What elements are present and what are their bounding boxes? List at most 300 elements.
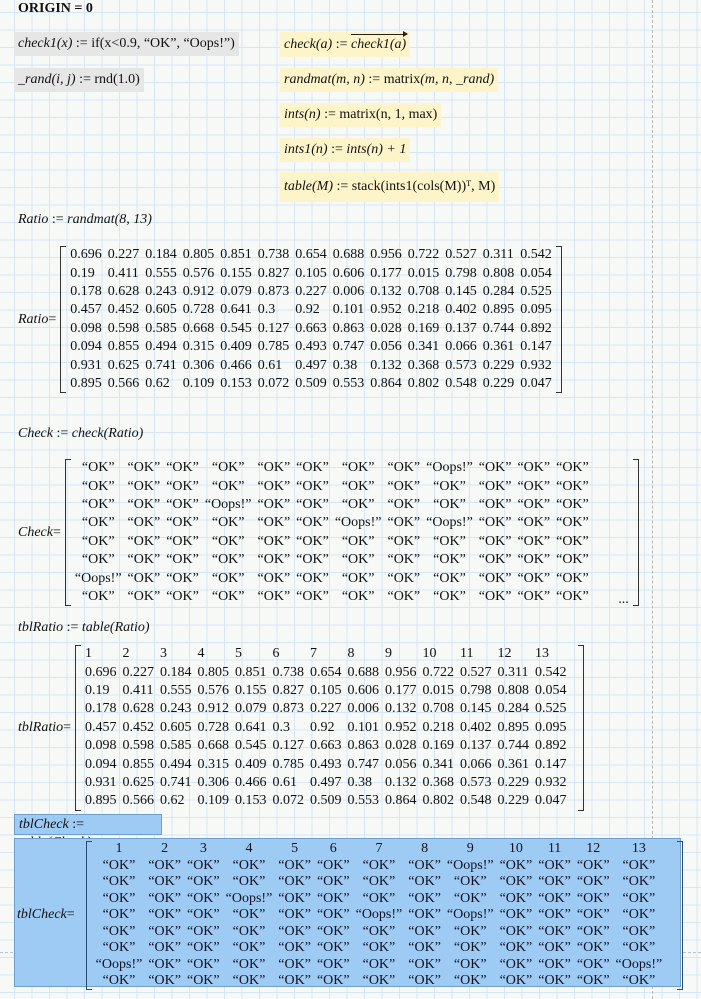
matrix-cell: 0.509 bbox=[310, 793, 342, 809]
matrix-cell: 0.079 bbox=[220, 283, 252, 299]
matrix-cell: 0.952 bbox=[385, 719, 417, 735]
check-matrix bbox=[65, 459, 639, 606]
matrix-cell: “OK” bbox=[296, 515, 329, 531]
tblratio-definition[interactable] bbox=[18, 618, 150, 638]
ratio-definition[interactable] bbox=[18, 210, 152, 230]
matrix-cell: 0.094 bbox=[85, 756, 117, 772]
matrix-cell: 0.015 bbox=[407, 265, 440, 281]
matrix-cell: 0.808 bbox=[497, 682, 530, 698]
matrix-row bbox=[67, 338, 555, 356]
matrix-row bbox=[72, 496, 592, 514]
matrix-cell: 0.184 bbox=[160, 664, 192, 680]
matrix-cell: 0.409 bbox=[235, 756, 267, 772]
matrix-cell: “OK” bbox=[622, 874, 656, 890]
matrix-cell: “OK” bbox=[408, 973, 441, 989]
matrix-cell: 0.145 bbox=[460, 701, 492, 717]
header-row bbox=[93, 841, 666, 858]
matrix-cell: “Oops!” bbox=[204, 496, 252, 512]
matrix-cell: “OK” bbox=[499, 907, 533, 923]
matrix-cell: 0.628 bbox=[107, 283, 140, 299]
matrix-cell: 0.132 bbox=[385, 701, 417, 717]
ratio-eval-name: Ratio bbox=[18, 311, 49, 327]
check-assignment[interactable] bbox=[18, 424, 143, 444]
check1-definition[interactable] bbox=[14, 32, 239, 56]
matrix-cell: 0.38 bbox=[347, 774, 373, 790]
matrix-cell: “OK” bbox=[211, 552, 245, 568]
matrix-cell: “Oops!” bbox=[95, 956, 143, 972]
matrix-cell: “OK” bbox=[478, 588, 512, 604]
matrix-cell: 0.785 bbox=[257, 339, 290, 355]
matrix-cell: “OK” bbox=[81, 588, 115, 604]
matrix-cell: “OK” bbox=[211, 533, 245, 549]
ints-definition[interactable] bbox=[280, 103, 441, 127]
check-definition[interactable] bbox=[280, 32, 410, 57]
matrix-cell: 0.744 bbox=[497, 738, 530, 754]
matrix-cell: “OK” bbox=[408, 857, 441, 873]
matrix-cell: 0.127 bbox=[257, 320, 290, 336]
matrix-cell: “OK” bbox=[257, 496, 291, 512]
matrix-cell: “OK” bbox=[127, 588, 161, 604]
matrix-cell: 0.555 bbox=[160, 682, 192, 698]
matrix-row bbox=[72, 514, 592, 532]
matrix-cell: “OK” bbox=[148, 956, 181, 972]
matrix-cell: “OK” bbox=[556, 478, 589, 494]
matrix-cell: 0.895 bbox=[85, 793, 117, 809]
matrix-cell: 0.555 bbox=[145, 265, 177, 281]
check1-name: check1 bbox=[18, 36, 57, 51]
column-index: 1 bbox=[115, 841, 123, 857]
matrix-cell: 0.855 bbox=[122, 756, 155, 772]
matrix-cell: 0.696 bbox=[70, 247, 102, 263]
check1-body: if(x<0.9, “OK”, “Oops!”) bbox=[91, 36, 235, 51]
matrix-cell: “OK” bbox=[102, 890, 136, 906]
column-index: 8 bbox=[347, 646, 355, 662]
matrix-cell: 0.006 bbox=[332, 283, 365, 299]
matrix-cell: 0.457 bbox=[85, 719, 117, 735]
column-index: 6 bbox=[272, 646, 280, 662]
matrix-cell: “OK” bbox=[622, 907, 656, 923]
matrix-cell: “OK” bbox=[278, 956, 311, 972]
table-args: (M) bbox=[312, 179, 333, 194]
matrix-cell: “OK” bbox=[538, 973, 571, 989]
column-index: 11 bbox=[460, 646, 474, 662]
matrix-cell: 0.525 bbox=[520, 283, 552, 299]
matrix-cell: “OK” bbox=[127, 570, 161, 586]
matrix-cell: 0.184 bbox=[145, 247, 177, 263]
matrix-cell: “OK” bbox=[316, 923, 350, 939]
matrix-row bbox=[82, 719, 570, 737]
matrix-cell: 0.747 bbox=[332, 339, 365, 355]
matrix-cell: “OK” bbox=[166, 515, 199, 531]
origin-name: ORIGIN bbox=[18, 1, 71, 16]
matrix-cell: “OK” bbox=[257, 552, 291, 568]
define-op: := bbox=[66, 620, 79, 635]
matrix-cell: “OK” bbox=[576, 923, 610, 939]
matrix-cell: 0.61 bbox=[257, 357, 283, 373]
matrix-cell: 0.227 bbox=[107, 247, 140, 263]
matrix-cell: 0.127 bbox=[272, 738, 305, 754]
table-fn: stack bbox=[351, 179, 381, 194]
matrix-cell: 0.576 bbox=[197, 682, 230, 698]
matrix-cell: 0.178 bbox=[85, 701, 117, 717]
matrix-cell: “OK” bbox=[296, 460, 329, 476]
header-row bbox=[82, 645, 570, 663]
matrix-cell: 0.147 bbox=[535, 756, 567, 772]
matrix-cell: “OK” bbox=[316, 890, 350, 906]
matrix-cell: “OK” bbox=[232, 907, 266, 923]
matrix-cell: 0.056 bbox=[370, 339, 402, 355]
matrix-cell: 0.912 bbox=[197, 701, 230, 717]
matrix-cell: “OK” bbox=[148, 907, 181, 923]
matrix-cell: “OK” bbox=[278, 923, 311, 939]
origin-region[interactable] bbox=[18, 0, 93, 19]
matrix-cell: “OK” bbox=[556, 515, 589, 531]
origin-value: 0 bbox=[85, 1, 93, 16]
matrix-cell: “OK” bbox=[102, 857, 136, 873]
matrix-cell: 0.101 bbox=[332, 302, 365, 318]
tblcheck-definition[interactable] bbox=[14, 814, 162, 835]
matrix-row bbox=[93, 924, 666, 941]
matrix-cell: “OK” bbox=[186, 857, 220, 873]
check-name: check bbox=[284, 37, 316, 52]
matrix-row bbox=[82, 737, 570, 755]
matrix-cell: 0.218 bbox=[407, 302, 440, 318]
rand-name: _rand bbox=[18, 72, 52, 87]
matrix-cell: 0.688 bbox=[347, 664, 380, 680]
matrix-cell: “OK” bbox=[186, 923, 220, 939]
matrix-cell: 0.805 bbox=[182, 247, 215, 263]
matrix-cell: 0.738 bbox=[257, 247, 290, 263]
matrix-cell: “OK” bbox=[499, 874, 533, 890]
ints1-name: ints1 bbox=[284, 142, 312, 157]
matrix-cell: 0.92 bbox=[310, 719, 335, 735]
matrix-cell: “OK” bbox=[278, 940, 311, 956]
matrix-cell: 0.688 bbox=[332, 247, 365, 263]
matrix-cell: “OK” bbox=[517, 552, 551, 568]
matrix-cell: “OK” bbox=[538, 956, 571, 972]
tblratio-result[interactable] bbox=[18, 645, 584, 811]
matrix-cell: 0.493 bbox=[310, 756, 342, 772]
matrix-cell: 0.145 bbox=[445, 283, 477, 299]
matrix-cell: “OK” bbox=[556, 460, 589, 476]
matrix-cell: 0.956 bbox=[385, 664, 417, 680]
matrix-cell: “OK” bbox=[341, 496, 375, 512]
randmat-body: (m, n, _rand) bbox=[420, 72, 495, 87]
matrix-cell: 0.072 bbox=[272, 793, 305, 809]
matrix-cell: 0.598 bbox=[122, 738, 155, 754]
matrix-cell: 0.306 bbox=[197, 774, 230, 790]
matrix-cell: “OK” bbox=[576, 907, 610, 923]
matrix-cell: “OK” bbox=[81, 460, 115, 476]
matrix-cell: “OK” bbox=[499, 890, 533, 906]
matrix-cell: “Oops!” bbox=[426, 460, 473, 476]
matrix-cell: 0.931 bbox=[70, 357, 102, 373]
tblcheck-matrix bbox=[86, 841, 684, 990]
matrix-cell: 0.641 bbox=[220, 302, 252, 318]
matrix-cell: “OK” bbox=[278, 890, 311, 906]
matrix-cell: 0.494 bbox=[145, 339, 177, 355]
matrix-cell: 0.19 bbox=[70, 265, 95, 281]
matrix-cell: “OK” bbox=[433, 588, 466, 604]
matrix-cell: 0.62 bbox=[160, 793, 185, 809]
matrix-cell: “OK” bbox=[387, 496, 421, 512]
matrix-row bbox=[93, 973, 666, 990]
matrix-cell: “OK” bbox=[408, 907, 441, 923]
matrix-cell: 0.227 bbox=[310, 701, 342, 717]
matrix-cell: “OK” bbox=[538, 923, 571, 939]
tblratio-body: table(Ratio) bbox=[81, 620, 150, 635]
matrix-cell: “OK” bbox=[538, 874, 571, 890]
matrix-cell: “OK” bbox=[517, 570, 551, 586]
tblratio-eval-name: tblRatio bbox=[18, 719, 64, 735]
tblcheck-table bbox=[93, 841, 666, 990]
column-index: 10 bbox=[422, 646, 437, 662]
ints1-definition[interactable] bbox=[280, 138, 410, 162]
ratio-matrix bbox=[60, 246, 562, 393]
matrix-cell: 0.306 bbox=[182, 357, 215, 373]
matrix-cell: 0.548 bbox=[460, 793, 492, 809]
matrix-cell: 0.218 bbox=[422, 719, 455, 735]
matrix-cell: “OK” bbox=[556, 496, 589, 512]
truncation-ellipsis[interactable]: ... bbox=[618, 592, 629, 608]
matrix-cell: “OK” bbox=[556, 533, 589, 549]
matrix-cell: 0.098 bbox=[85, 738, 117, 754]
matrix-cell: 0.805 bbox=[197, 664, 230, 680]
matrix-cell: “OK” bbox=[453, 874, 487, 890]
matrix-cell: 0.177 bbox=[385, 682, 417, 698]
define-op: := bbox=[79, 72, 91, 87]
matrix-cell: 0.863 bbox=[347, 738, 380, 754]
tblcheck-result[interactable] bbox=[17, 841, 683, 990]
column-index: 6 bbox=[329, 841, 337, 857]
eval-op: = bbox=[52, 524, 61, 540]
define-op: := bbox=[51, 212, 64, 227]
matrix-cell: 0.708 bbox=[422, 701, 455, 717]
matrix-cell: 0.066 bbox=[460, 756, 492, 772]
matrix-cell: “OK” bbox=[387, 460, 421, 476]
randmat-definition[interactable] bbox=[280, 68, 498, 92]
matrix-cell: 0.054 bbox=[535, 682, 567, 698]
matrix-cell: 0.315 bbox=[182, 339, 215, 355]
matrix-cell: “OK” bbox=[453, 973, 487, 989]
matrix-cell: 0.466 bbox=[235, 774, 267, 790]
matrix-cell: 0.654 bbox=[295, 247, 327, 263]
matrix-cell: 0.92 bbox=[295, 302, 320, 318]
matrix-cell: “OK” bbox=[478, 496, 512, 512]
matrix-cell: “OK” bbox=[478, 515, 512, 531]
matrix-cell: “OK” bbox=[166, 533, 199, 549]
matrix-cell: 0.066 bbox=[445, 339, 477, 355]
column-index: 4 bbox=[245, 841, 253, 857]
column-index: 4 bbox=[197, 646, 205, 662]
matrix-cell: 0.155 bbox=[235, 682, 267, 698]
matrix-cell: “OK” bbox=[408, 890, 441, 906]
define-op: := bbox=[336, 179, 349, 194]
tblratio-table bbox=[82, 645, 570, 811]
table-body: (ints1(cols(M))ᵀ, M) bbox=[380, 179, 496, 194]
matrix-cell: “OK” bbox=[296, 533, 329, 549]
column-index: 5 bbox=[291, 841, 299, 857]
matrix-row bbox=[82, 774, 570, 792]
column-index: 12 bbox=[586, 841, 601, 857]
matrix-cell: “OK” bbox=[148, 890, 181, 906]
tblcheck-result-selection[interactable] bbox=[14, 838, 681, 987]
matrix-cell: 0.243 bbox=[160, 701, 192, 717]
ratio-result[interactable] bbox=[18, 246, 562, 393]
matrix-cell: 0.827 bbox=[272, 682, 305, 698]
matrix-cell: 0.553 bbox=[347, 793, 380, 809]
matrix-cell: 0.663 bbox=[310, 738, 342, 754]
matrix-cell: 0.808 bbox=[482, 265, 515, 281]
matrix-cell: 0.3 bbox=[272, 719, 291, 735]
matrix-cell: 0.311 bbox=[497, 664, 529, 680]
matrix-cell: 0.284 bbox=[482, 283, 515, 299]
matrix-cell: “OK” bbox=[362, 973, 396, 989]
matrix-cell: 0.722 bbox=[407, 247, 440, 263]
matrix-cell: “OK” bbox=[186, 907, 220, 923]
column-index: 5 bbox=[235, 646, 243, 662]
matrix-cell: “OK” bbox=[341, 588, 375, 604]
matrix-cell: 0.855 bbox=[107, 339, 140, 355]
matrix-cell: 0.137 bbox=[445, 320, 477, 336]
matrix-cell: “OK” bbox=[478, 552, 512, 568]
matrix-cell: 0.105 bbox=[295, 265, 327, 281]
matrix-cell: 0.785 bbox=[272, 756, 305, 772]
rand-body: rnd(1.0) bbox=[94, 72, 140, 87]
matrix-cell: “OK” bbox=[362, 923, 396, 939]
matrix-cell: “OK” bbox=[576, 890, 610, 906]
matrix-cell: 0.497 bbox=[295, 357, 327, 373]
matrix-cell: “OK” bbox=[211, 515, 245, 531]
matrix-cell: 0.663 bbox=[295, 320, 327, 336]
matrix-cell: “OK” bbox=[166, 496, 199, 512]
matrix-cell: 0.892 bbox=[535, 738, 567, 754]
matrix-cell: 0.598 bbox=[107, 320, 140, 336]
matrix-cell: “OK” bbox=[517, 496, 551, 512]
matrix-row bbox=[82, 792, 570, 810]
matrix-cell: 0.229 bbox=[482, 375, 515, 391]
matrix-cell: “OK” bbox=[127, 533, 161, 549]
matrix-cell: 0.006 bbox=[347, 701, 380, 717]
matrix-cell: “OK” bbox=[166, 478, 199, 494]
matrix-cell: 0.457 bbox=[70, 302, 102, 318]
matrix-cell: “OK” bbox=[538, 907, 571, 923]
matrix-cell: 0.61 bbox=[272, 774, 298, 790]
matrix-cell: 0.229 bbox=[497, 774, 530, 790]
matrix-cell: “OK” bbox=[257, 570, 291, 586]
matrix-cell: “OK” bbox=[576, 857, 610, 873]
matrix-row bbox=[93, 891, 666, 908]
tblratio-eval-label bbox=[18, 720, 71, 736]
matrix-cell: 0.229 bbox=[482, 357, 515, 373]
matrix-cell: “OK” bbox=[102, 973, 136, 989]
ints-name: ints bbox=[284, 107, 305, 122]
matrix-cell: “OK” bbox=[296, 588, 329, 604]
matrix-cell: 0.494 bbox=[160, 756, 192, 772]
matrix-row bbox=[72, 588, 592, 606]
matrix-cell: “OK” bbox=[453, 890, 487, 906]
matrix-cell: 0.641 bbox=[235, 719, 267, 735]
check-result[interactable] bbox=[18, 459, 639, 606]
matrix-cell: 0.728 bbox=[182, 302, 215, 318]
matrix-cell: 0.952 bbox=[370, 302, 402, 318]
matrix-row bbox=[72, 477, 592, 495]
matrix-cell: “OK” bbox=[166, 570, 199, 586]
define-op: := bbox=[75, 36, 88, 51]
matrix-cell: “OK” bbox=[148, 940, 181, 956]
matrix-cell: 0.747 bbox=[347, 756, 380, 772]
matrix-cell: 0.956 bbox=[370, 247, 402, 263]
define-op: := bbox=[368, 72, 381, 87]
matrix-cell: “OK” bbox=[387, 478, 421, 494]
matrix-cell: “OK” bbox=[408, 874, 441, 890]
matrix-cell: “OK” bbox=[102, 907, 136, 923]
matrix-cell: “OK” bbox=[148, 923, 181, 939]
matrix-row bbox=[93, 907, 666, 924]
matrix-row bbox=[93, 874, 666, 891]
matrix-cell: “Oops!” bbox=[426, 515, 473, 531]
matrix-cell: “OK” bbox=[211, 588, 245, 604]
matrix-cell: “OK” bbox=[186, 874, 220, 890]
matrix-cell: “OK” bbox=[166, 552, 199, 568]
matrix-cell: 0.028 bbox=[370, 320, 402, 336]
matrix-cell: “OK” bbox=[517, 460, 551, 476]
matrix-cell: “OK” bbox=[296, 570, 329, 586]
matrix-cell: “OK” bbox=[478, 460, 512, 476]
matrix-cell: “OK” bbox=[433, 533, 466, 549]
matrix-row bbox=[72, 533, 592, 551]
ints-fn: matrix bbox=[339, 107, 376, 122]
matrix-cell: “OK” bbox=[622, 940, 656, 956]
matrix-cell: “OK” bbox=[499, 973, 533, 989]
matrix-cell: “OK” bbox=[538, 940, 571, 956]
matrix-cell: “OK” bbox=[278, 857, 311, 873]
check-var-name: Check bbox=[18, 426, 53, 441]
matrix-cell: “OK” bbox=[257, 478, 291, 494]
matrix-cell: 0.654 bbox=[310, 664, 342, 680]
matrix-cell: “Oops!” bbox=[355, 907, 403, 923]
matrix-cell: “OK” bbox=[499, 956, 533, 972]
matrix-cell: 0.368 bbox=[422, 774, 455, 790]
column-index: 12 bbox=[497, 646, 512, 662]
eval-op: = bbox=[66, 907, 75, 923]
matrix-cell: 0.137 bbox=[460, 738, 492, 754]
matrix-cell: “OK” bbox=[433, 478, 466, 494]
matrix-cell: 0.132 bbox=[385, 774, 417, 790]
matrix-cell: 0.566 bbox=[122, 793, 155, 809]
matrix-row bbox=[67, 283, 555, 301]
check1-args: (x) bbox=[56, 36, 73, 51]
matrix-cell: “OK” bbox=[478, 570, 512, 586]
column-index: 9 bbox=[385, 646, 393, 662]
matrix-cell: “OK” bbox=[186, 956, 220, 972]
column-index: 3 bbox=[199, 841, 207, 857]
rand-definition[interactable] bbox=[14, 68, 144, 92]
table-definition[interactable] bbox=[280, 172, 499, 202]
matrix-cell: “OK” bbox=[278, 874, 311, 890]
define-op: := bbox=[335, 37, 348, 52]
matrix-cell: 0.696 bbox=[85, 664, 117, 680]
matrix-cell: 0.368 bbox=[407, 357, 440, 373]
matrix-cell: 0.708 bbox=[407, 283, 440, 299]
matrix-cell: 0.132 bbox=[370, 357, 402, 373]
matrix-cell: “OK” bbox=[387, 552, 421, 568]
matrix-cell: “OK” bbox=[148, 973, 181, 989]
rand-args: (i, j) bbox=[51, 72, 76, 87]
matrix-cell: 0.409 bbox=[220, 339, 252, 355]
matrix-cell: 0.864 bbox=[385, 793, 417, 809]
matrix-cell: “Oops!” bbox=[446, 907, 494, 923]
